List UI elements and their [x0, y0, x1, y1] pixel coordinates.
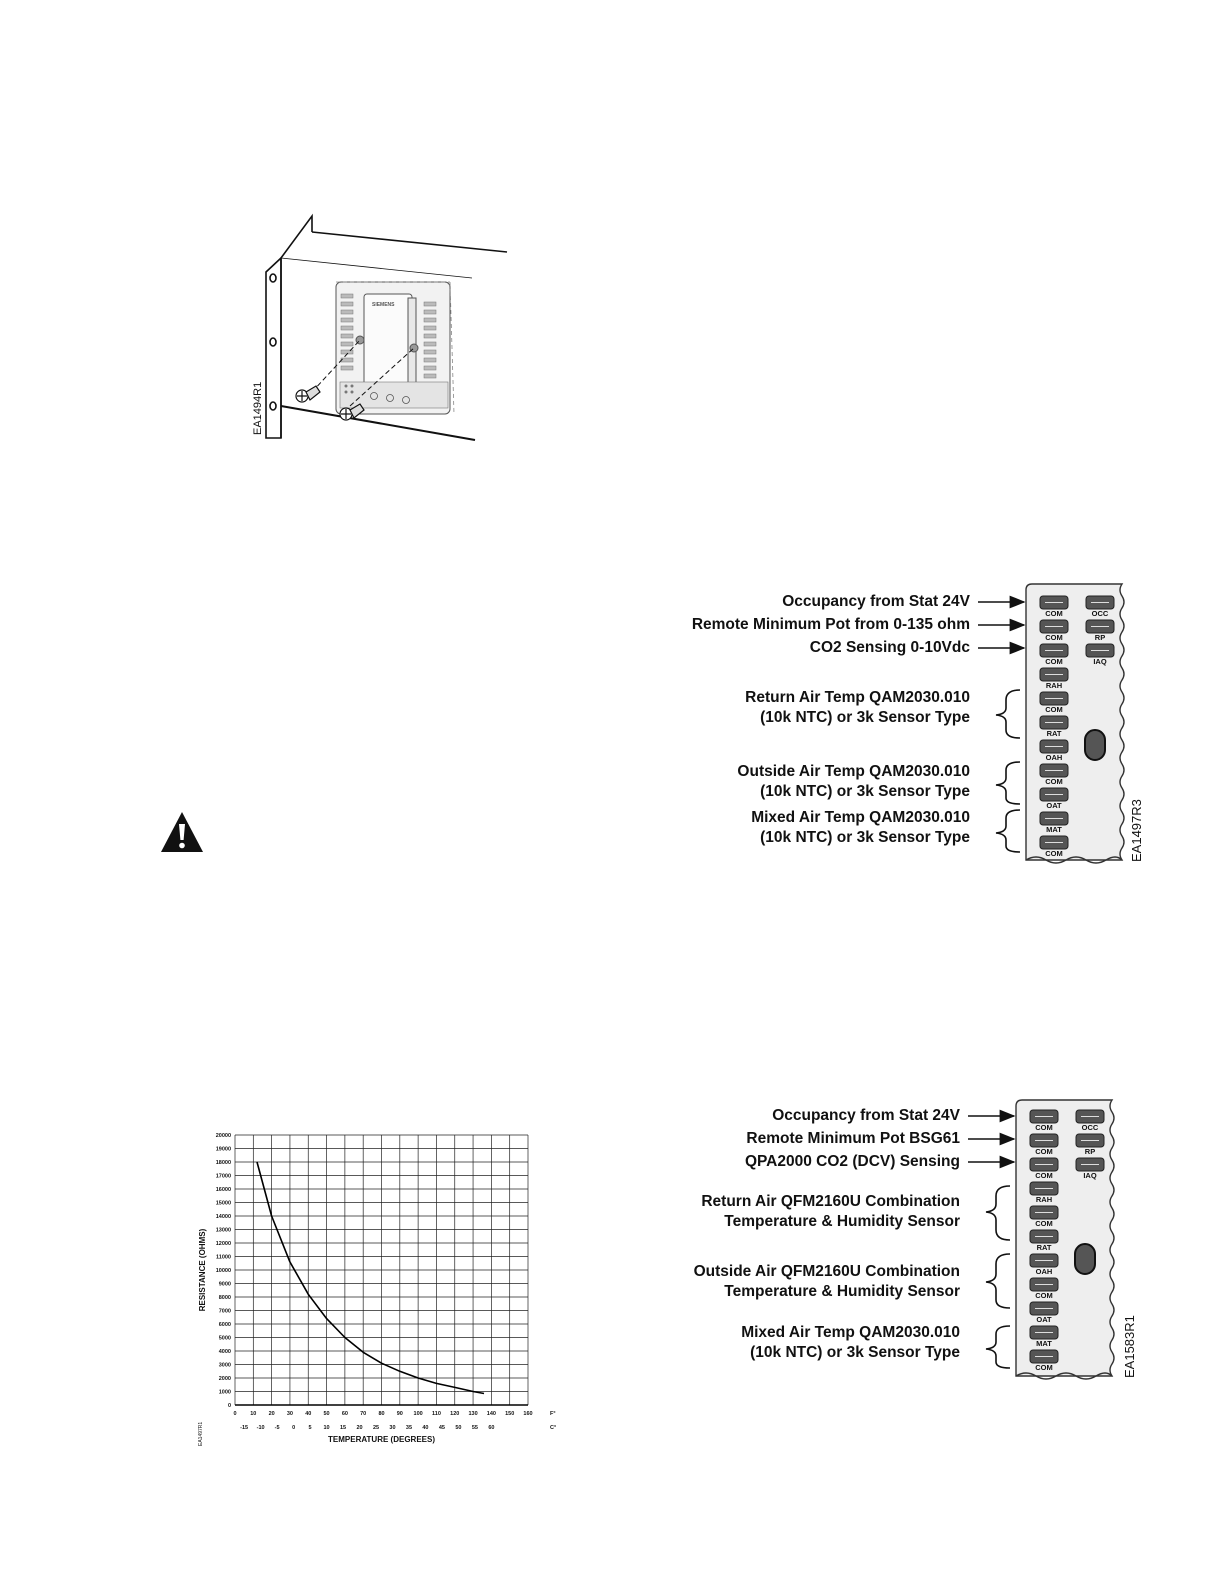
- terminal-label: RAT: [1046, 729, 1062, 738]
- x2-tick-label: 55: [471, 1425, 478, 1431]
- terminal-label: MAT: [1046, 825, 1062, 834]
- x2-tick-label: 25: [372, 1425, 380, 1431]
- x2-tick-label: 5: [308, 1425, 312, 1431]
- x-tick-label: 30: [286, 1411, 293, 1417]
- x-tick-label: 90: [396, 1411, 403, 1417]
- terminal-label: OCC: [1091, 609, 1109, 618]
- x-tick-label: 50: [323, 1411, 330, 1417]
- terminal-label: COM: [1035, 1123, 1053, 1132]
- label-outside-air: Outside Air Temp QAM2030.010: [737, 763, 970, 780]
- x-tick-label: 100: [413, 1411, 423, 1417]
- y-tick-label: 4000: [218, 1349, 231, 1355]
- y-tick-label: 1000: [218, 1389, 231, 1396]
- y-tick-label: 20000: [215, 1133, 231, 1139]
- terminal-label: COM: [1045, 705, 1063, 714]
- x-tick-label: 150: [505, 1411, 515, 1417]
- x-tick-label: 40: [305, 1411, 312, 1417]
- y-tick-label: 19000: [215, 1146, 231, 1153]
- wiring-figure-2: [660, 1090, 1160, 1390]
- figure-code-wiring-1: EA1497R3: [1129, 799, 1144, 862]
- x2-tick-label: 40: [422, 1425, 429, 1431]
- x2-tick-label: 30: [389, 1425, 396, 1431]
- x2-tick-label: -15: [240, 1425, 249, 1431]
- terminal-label: IAQ: [1083, 1171, 1097, 1180]
- terminal-label: COM: [1035, 1171, 1053, 1180]
- figure-code-mount: EA1494R1: [252, 381, 264, 435]
- terminal-label: COM: [1035, 1219, 1053, 1228]
- label-mixed-air: Mixed Air Temp QAM2030.010: [741, 1324, 960, 1341]
- mounting-figure: [250, 210, 510, 450]
- terminal-label: OAT: [1046, 801, 1062, 810]
- x2-tick-label: 20: [356, 1425, 363, 1431]
- y-tick-label: 12000: [215, 1241, 231, 1247]
- mounting-illustration: [250, 210, 510, 450]
- terminal-label: RP: [1094, 633, 1106, 642]
- terminal-label: COM: [1045, 633, 1063, 642]
- x-tick-label: 10: [250, 1411, 257, 1417]
- x-tick-label: 140: [486, 1411, 496, 1417]
- label-outside-air-type: Temperature & Humidity Sensor: [724, 1283, 960, 1300]
- x2-tick-label: -5: [274, 1425, 280, 1431]
- x2-tick-label: 10: [323, 1425, 330, 1431]
- x-tick-label: 130: [468, 1411, 478, 1417]
- y-tick-label: 15000: [215, 1200, 231, 1207]
- y-axis-label: RESISTANCE (OHMS): [198, 1228, 207, 1312]
- y-tick-label: 0: [227, 1403, 231, 1409]
- terminal-label: COM: [1045, 777, 1063, 786]
- x-axis-label: TEMPERATURE (DEGREES): [328, 1435, 435, 1444]
- x2-tick-label: 45: [438, 1425, 445, 1431]
- chart-code: EA1497R1: [198, 1421, 204, 1446]
- label-outside-air-type: (10k NTC) or 3k Sensor Type: [760, 783, 970, 800]
- terminal-label: COM: [1045, 657, 1063, 666]
- x2-tick-label: 0: [292, 1425, 296, 1431]
- resistance-curve: [257, 1162, 484, 1394]
- terminal-label: RAH: [1035, 1195, 1053, 1204]
- x-tick-label: 120: [450, 1411, 460, 1417]
- y-tick-label: 9000: [218, 1281, 231, 1288]
- label-return-air-type: (10k NTC) or 3k Sensor Type: [760, 709, 970, 726]
- terminal-label: OAT: [1036, 1315, 1052, 1324]
- label-mixed-air-type: (10k NTC) or 3k Sensor Type: [760, 829, 970, 846]
- terminal-label: RAT: [1036, 1243, 1052, 1252]
- wiring-figure-1: [660, 570, 1160, 880]
- x-tick-label: 160: [523, 1411, 533, 1417]
- x-tick-label: 70: [360, 1411, 367, 1417]
- y-tick-label: 5000: [218, 1335, 231, 1342]
- label-return-air-type: Temperature & Humidity Sensor: [724, 1213, 960, 1230]
- terminal-label: RAH: [1045, 681, 1063, 690]
- y-tick-label: 10000: [215, 1268, 231, 1274]
- y-tick-label: 14000: [215, 1214, 231, 1220]
- terminal-label: COM: [1045, 609, 1063, 618]
- label-mixed-air: Mixed Air Temp QAM2030.010: [751, 809, 970, 826]
- x-tick-label: 20: [268, 1411, 275, 1417]
- chart-svg: [195, 1125, 565, 1455]
- y-tick-label: 7000: [218, 1308, 231, 1315]
- label-mixed-air-type: (10k NTC) or 3k Sensor Type: [750, 1344, 960, 1361]
- x2-tick-label: 50: [455, 1425, 462, 1431]
- terminal-label: COM: [1035, 1147, 1053, 1156]
- x-tick-label: 0: [233, 1411, 237, 1417]
- warning-triangle-icon: [160, 810, 204, 854]
- device-brand: SIEMENS: [372, 302, 395, 308]
- terminal-label: COM: [1035, 1291, 1053, 1300]
- wiring-diagram-2: [660, 1090, 1160, 1390]
- label-co2-sensing: QPA2000 CO2 (DCV) Sensing: [744, 1153, 960, 1170]
- y-tick-label: 16000: [215, 1187, 231, 1193]
- x-tick-label: 80: [378, 1411, 385, 1417]
- x2-unit-label: C°: [550, 1425, 557, 1431]
- figure-code-wiring-2: EA1583R1: [1122, 1315, 1137, 1378]
- x2-tick-label: 60: [488, 1425, 495, 1431]
- x2-tick-label: -10: [256, 1425, 265, 1431]
- label-occupancy: Occupancy from Stat 24V: [782, 593, 970, 610]
- terminal-label: COM: [1035, 1363, 1053, 1372]
- terminal-label: OCC: [1081, 1123, 1099, 1132]
- x-tick-label: 60: [341, 1411, 348, 1417]
- label-co2-sensing: CO2 Sensing 0-10Vdc: [809, 639, 970, 656]
- y-tick-label: 18000: [215, 1160, 231, 1166]
- x2-tick-label: 15: [339, 1425, 347, 1431]
- terminal-label: COM: [1045, 849, 1063, 858]
- label-return-air: Return Air Temp QAM2030.010: [745, 689, 970, 706]
- terminal-label: IAQ: [1093, 657, 1107, 666]
- x2-tick-label: 35: [405, 1425, 413, 1431]
- label-remote-min-pot: Remote Minimum Pot BSG61: [746, 1130, 960, 1147]
- label-return-air: Return Air QFM2160U Combination: [701, 1193, 960, 1210]
- label-occupancy: Occupancy from Stat 24V: [772, 1107, 960, 1124]
- terminal-label: OAH: [1035, 1267, 1053, 1276]
- x-tick-label: 110: [432, 1411, 441, 1417]
- label-remote-min-pot: Remote Minimum Pot from 0-135 ohm: [691, 616, 970, 633]
- label-outside-air: Outside Air QFM2160U Combination: [693, 1263, 960, 1280]
- y-tick-label: 6000: [218, 1322, 231, 1328]
- terminal-label: RP: [1084, 1147, 1096, 1156]
- terminal-label: MAT: [1036, 1339, 1052, 1348]
- y-tick-label: 3000: [218, 1362, 231, 1369]
- screw-icon: [296, 386, 320, 402]
- y-tick-label: 11000: [216, 1254, 231, 1261]
- y-tick-label: 17000: [215, 1173, 231, 1180]
- y-tick-label: 2000: [218, 1376, 231, 1382]
- terminal-label: OAH: [1045, 753, 1063, 762]
- y-tick-label: 13000: [215, 1227, 231, 1234]
- x-unit-label: F°: [550, 1411, 556, 1417]
- y-tick-label: 8000: [218, 1295, 231, 1301]
- resistance-chart: [195, 1125, 565, 1455]
